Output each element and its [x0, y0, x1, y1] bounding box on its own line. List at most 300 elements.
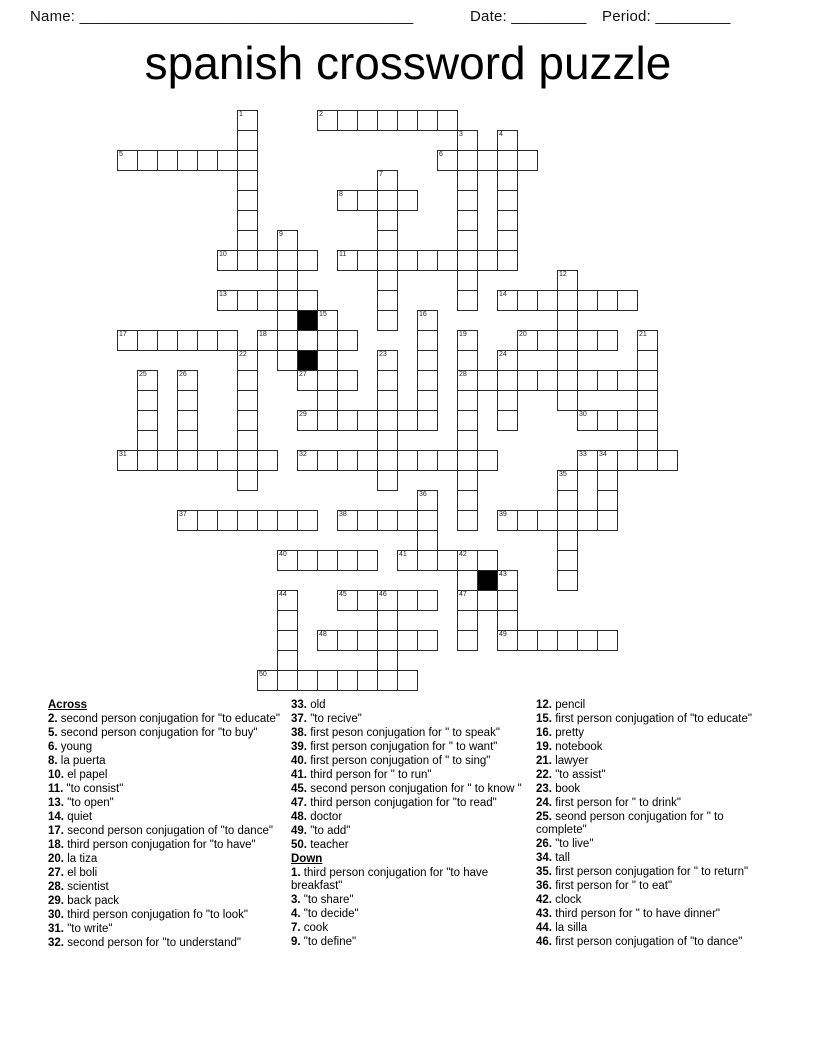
- grid-cell[interactable]: [237, 370, 258, 391]
- grid-cell[interactable]: [497, 610, 518, 631]
- grid-cell[interactable]: [297, 510, 318, 531]
- grid-cell[interactable]: [357, 250, 378, 271]
- grid-cell[interactable]: [557, 370, 578, 391]
- grid-cell[interactable]: [437, 450, 458, 471]
- grid-cell[interactable]: [597, 470, 618, 491]
- grid-cell[interactable]: [237, 470, 258, 491]
- grid-cell[interactable]: [337, 330, 358, 351]
- grid-cell[interactable]: [457, 450, 478, 471]
- grid-cell[interactable]: [357, 510, 378, 531]
- grid-cell[interactable]: [277, 330, 298, 351]
- grid-cell[interactable]: [377, 210, 398, 231]
- grid-cell[interactable]: [457, 590, 478, 611]
- grid-cell[interactable]: [357, 190, 378, 211]
- grid-cell[interactable]: [517, 330, 538, 351]
- clue-item-text: pencil: [552, 699, 586, 711]
- grid-cell[interactable]: [277, 670, 298, 691]
- grid-cell[interactable]: [517, 290, 538, 311]
- grid-cell[interactable]: [457, 270, 478, 291]
- clue-item-text: tall: [552, 852, 570, 864]
- grid-cell[interactable]: [317, 330, 338, 351]
- grid-cell[interactable]: [177, 510, 198, 531]
- grid-cell[interactable]: [117, 450, 138, 471]
- grid-cell[interactable]: [417, 630, 438, 651]
- grid-cell[interactable]: [417, 450, 438, 471]
- clue-item-number: 3.: [291, 894, 301, 906]
- grid-cell[interactable]: [457, 490, 478, 511]
- grid-cell[interactable]: [557, 470, 578, 491]
- grid-cell[interactable]: [517, 150, 538, 171]
- grid-cell[interactable]: [557, 290, 578, 311]
- grid-cell[interactable]: [537, 330, 558, 351]
- grid-cell[interactable]: [557, 510, 578, 531]
- grid-cell[interactable]: [397, 550, 418, 571]
- grid-cell[interactable]: [457, 290, 478, 311]
- clue-item: [291, 894, 529, 907]
- grid-cell[interactable]: [277, 350, 298, 371]
- grid-cell[interactable]: [437, 110, 458, 131]
- grid-cell[interactable]: [237, 390, 258, 411]
- grid-cell[interactable]: [497, 410, 518, 431]
- grid-cell[interactable]: [377, 510, 398, 531]
- grid-cell[interactable]: [557, 350, 578, 371]
- grid-cell[interactable]: [517, 370, 538, 391]
- grid-cell[interactable]: [297, 370, 318, 391]
- grid-cell[interactable]: [577, 630, 598, 651]
- grid-cell[interactable]: [377, 410, 398, 431]
- grid-cell[interactable]: [177, 150, 198, 171]
- grid-cell[interactable]: [157, 330, 178, 351]
- clue-number: 29: [299, 411, 307, 418]
- grid-cell[interactable]: [137, 410, 158, 431]
- grid-cell[interactable]: [277, 590, 298, 611]
- grid-cell[interactable]: [377, 170, 398, 191]
- grid-cell[interactable]: [497, 630, 518, 651]
- grid-cell[interactable]: [397, 190, 418, 211]
- clue-number: 19: [459, 331, 467, 338]
- grid-cell[interactable]: [277, 550, 298, 571]
- grid-cell[interactable]: [237, 170, 258, 191]
- grid-cell[interactable]: [357, 110, 378, 131]
- grid-cell[interactable]: [357, 630, 378, 651]
- grid-cell[interactable]: [317, 390, 338, 411]
- grid-cell[interactable]: [497, 230, 518, 251]
- grid-cell[interactable]: [417, 590, 438, 611]
- clue-item-text: back pack: [64, 895, 119, 907]
- grid-cell[interactable]: [377, 430, 398, 451]
- grid-cell[interactable]: [237, 290, 258, 311]
- grid-cell[interactable]: [457, 610, 478, 631]
- grid-cell[interactable]: [497, 590, 518, 611]
- grid-cell[interactable]: [497, 250, 518, 271]
- grid-cell[interactable]: [577, 510, 598, 531]
- grid-cell[interactable]: [177, 450, 198, 471]
- grid-cell[interactable]: [157, 150, 178, 171]
- grid-cell[interactable]: [117, 150, 138, 171]
- grid-cell[interactable]: [397, 590, 418, 611]
- grid-cell[interactable]: [297, 550, 318, 571]
- clue-item: [536, 922, 776, 935]
- clue-item-text: "to decide": [300, 908, 359, 920]
- grid-cell[interactable]: [337, 250, 358, 271]
- grid-cell[interactable]: [497, 170, 518, 191]
- grid-cell[interactable]: [417, 530, 438, 551]
- grid-cell[interactable]: [557, 330, 578, 351]
- grid-cell[interactable]: [457, 390, 478, 411]
- grid-cell[interactable]: [377, 230, 398, 251]
- grid-cell[interactable]: [377, 350, 398, 371]
- grid-cell[interactable]: [577, 290, 598, 311]
- grid-cell[interactable]: [337, 190, 358, 211]
- grid-cell[interactable]: [297, 250, 318, 271]
- grid-cell[interactable]: [497, 370, 518, 391]
- grid-cell[interactable]: [137, 450, 158, 471]
- grid-cell[interactable]: [417, 370, 438, 391]
- grid-cell[interactable]: [417, 550, 438, 571]
- grid-cell[interactable]: [337, 590, 358, 611]
- grid-cell[interactable]: [617, 450, 638, 471]
- grid-cell[interactable]: [217, 150, 238, 171]
- grid-cell[interactable]: [457, 570, 478, 591]
- grid-cell[interactable]: [217, 450, 238, 471]
- grid-cell[interactable]: [377, 250, 398, 271]
- grid-cell[interactable]: [317, 410, 338, 431]
- grid-cell[interactable]: [337, 370, 358, 391]
- grid-cell[interactable]: [617, 410, 638, 431]
- grid-cell[interactable]: [597, 630, 618, 651]
- grid-cell[interactable]: [137, 150, 158, 171]
- clue-number: 18: [259, 331, 267, 338]
- grid-cell[interactable]: [277, 610, 298, 631]
- grid-cell[interactable]: [237, 510, 258, 531]
- grid-cell[interactable]: [497, 290, 518, 311]
- clue-number: 15: [319, 311, 327, 318]
- clue-number: 39: [499, 511, 507, 518]
- grid-cell[interactable]: [417, 510, 438, 531]
- grid-cell[interactable]: [237, 430, 258, 451]
- grid-cell[interactable]: [117, 330, 138, 351]
- grid-cell[interactable]: [637, 350, 658, 371]
- grid-cell[interactable]: [337, 550, 358, 571]
- grid-cell[interactable]: [257, 250, 278, 271]
- grid-cell[interactable]: [597, 290, 618, 311]
- grid-cell[interactable]: [157, 450, 178, 471]
- grid-cell[interactable]: [457, 330, 478, 351]
- grid-cell[interactable]: [537, 510, 558, 531]
- grid-cell[interactable]: [217, 250, 238, 271]
- grid-cell[interactable]: [557, 550, 578, 571]
- grid-cell[interactable]: [457, 370, 478, 391]
- grid-cell[interactable]: [557, 310, 578, 331]
- clue-item: [291, 811, 529, 824]
- grid-cell[interactable]: [297, 290, 318, 311]
- grid-cell[interactable]: [517, 510, 538, 531]
- clue-item: [536, 936, 776, 949]
- clue-item-text: "to add": [307, 825, 351, 837]
- grid-cell[interactable]: [357, 450, 378, 471]
- grid-cell[interactable]: [377, 190, 398, 211]
- grid-cell[interactable]: [277, 230, 298, 251]
- grid-cell[interactable]: [317, 110, 338, 131]
- grid-cell[interactable]: [237, 350, 258, 371]
- grid-cell[interactable]: [577, 370, 598, 391]
- grid-cell[interactable]: [297, 330, 318, 351]
- grid-cell[interactable]: [377, 310, 398, 331]
- grid-cell[interactable]: [477, 250, 498, 271]
- grid-cell[interactable]: [317, 370, 338, 391]
- grid-cell[interactable]: [637, 450, 658, 471]
- grid-cell[interactable]: [537, 290, 558, 311]
- grid-cell[interactable]: [277, 630, 298, 651]
- grid-cell[interactable]: [317, 550, 338, 571]
- grid-cell[interactable]: [457, 510, 478, 531]
- clue-item-text: old: [307, 699, 326, 711]
- grid-cell[interactable]: [577, 450, 598, 471]
- grid-cell[interactable]: [377, 450, 398, 471]
- grid-cell[interactable]: [617, 290, 638, 311]
- clue-item: [536, 797, 776, 810]
- clue-number: 9: [279, 231, 283, 238]
- grid-cell[interactable]: [637, 390, 658, 411]
- clue-item: [291, 839, 529, 852]
- clue-item: [536, 727, 776, 740]
- grid-cell[interactable]: [317, 450, 338, 471]
- grid-cell[interactable]: [217, 290, 238, 311]
- grid-cell[interactable]: [317, 310, 338, 331]
- grid-cell[interactable]: [557, 630, 578, 651]
- grid-cell[interactable]: [377, 630, 398, 651]
- grid-cell[interactable]: [557, 490, 578, 511]
- grid-cell[interactable]: [437, 150, 458, 171]
- grid-cell[interactable]: [497, 190, 518, 211]
- grid-cell[interactable]: [457, 250, 478, 271]
- grid-cell[interactable]: [337, 630, 358, 651]
- grid-cell[interactable]: [577, 410, 598, 431]
- grid-cell[interactable]: [337, 450, 358, 471]
- grid-cell[interactable]: [377, 650, 398, 671]
- grid-cell[interactable]: [377, 270, 398, 291]
- grid-cell[interactable]: [377, 290, 398, 311]
- grid-cell[interactable]: [257, 510, 278, 531]
- grid-cell[interactable]: [397, 510, 418, 531]
- name-blank-line: ________________________________________: [79, 8, 414, 25]
- grid-cell[interactable]: [257, 330, 278, 351]
- grid-cell[interactable]: [477, 550, 498, 571]
- grid-cell[interactable]: [297, 410, 318, 431]
- grid-cell[interactable]: [137, 370, 158, 391]
- grid-cell[interactable]: [397, 110, 418, 131]
- grid-cell[interactable]: [317, 630, 338, 651]
- grid-cell[interactable]: [637, 410, 658, 431]
- grid-cell[interactable]: [357, 670, 378, 691]
- clue-item-text: first person conjugation for " to want": [307, 741, 498, 753]
- clue-number: 2: [319, 111, 323, 118]
- grid-cell[interactable]: [197, 510, 218, 531]
- grid-cell[interactable]: [637, 330, 658, 351]
- grid-cell[interactable]: [137, 330, 158, 351]
- grid-cell[interactable]: [237, 130, 258, 151]
- grid-cell[interactable]: [577, 330, 598, 351]
- grid-cell[interactable]: [257, 290, 278, 311]
- grid-cell[interactable]: [237, 190, 258, 211]
- grid-cell[interactable]: [557, 390, 578, 411]
- grid-cell[interactable]: [277, 310, 298, 331]
- grid-cell[interactable]: [457, 130, 478, 151]
- grid-cell[interactable]: [377, 110, 398, 131]
- grid-cell[interactable]: [377, 670, 398, 691]
- grid-cell[interactable]: [557, 530, 578, 551]
- grid-cell[interactable]: [277, 250, 298, 271]
- grid-cell[interactable]: [457, 210, 478, 231]
- grid-cell[interactable]: [177, 410, 198, 431]
- grid-cell[interactable]: [277, 290, 298, 311]
- grid-cell[interactable]: [357, 550, 378, 571]
- grid-cell[interactable]: [337, 670, 358, 691]
- clue-item: [536, 769, 776, 782]
- clue-item-text: third person conjugation for "to have breakfast": [291, 867, 489, 892]
- grid-cell[interactable]: [417, 310, 438, 331]
- grid-cell[interactable]: [237, 110, 258, 131]
- grid-cell[interactable]: [637, 370, 658, 391]
- clue-item: [291, 797, 529, 810]
- grid-cell[interactable]: [177, 390, 198, 411]
- clue-item-number: 28.: [48, 881, 64, 893]
- grid-cell[interactable]: [297, 670, 318, 691]
- grid-cell[interactable]: [417, 410, 438, 431]
- grid-cell[interactable]: [457, 190, 478, 211]
- grid-cell[interactable]: [597, 490, 618, 511]
- grid-cell[interactable]: [457, 550, 478, 571]
- grid-cell[interactable]: [657, 450, 678, 471]
- grid-cell[interactable]: [537, 630, 558, 651]
- grid-cell[interactable]: [237, 230, 258, 251]
- grid-cell[interactable]: [597, 330, 618, 351]
- grid-cell[interactable]: [197, 150, 218, 171]
- grid-cell[interactable]: [477, 450, 498, 471]
- grid-cell[interactable]: [417, 390, 438, 411]
- grid-cell[interactable]: [457, 350, 478, 371]
- grid-cell[interactable]: [237, 450, 258, 471]
- clue-item-text: cook: [300, 922, 329, 934]
- grid-cell[interactable]: [397, 250, 418, 271]
- grid-cell[interactable]: [477, 150, 498, 171]
- clue-item-text: second person conjugation for "to buy": [57, 727, 258, 739]
- grid-cell[interactable]: [277, 650, 298, 671]
- grid-cell[interactable]: [237, 150, 258, 171]
- grid-cell[interactable]: [297, 450, 318, 471]
- grid-cell[interactable]: [257, 670, 278, 691]
- grid-cell[interactable]: [257, 450, 278, 471]
- clue-item: [291, 867, 529, 893]
- grid-cell[interactable]: [357, 410, 378, 431]
- grid-cell[interactable]: [417, 330, 438, 351]
- grid-cell[interactable]: [497, 350, 518, 371]
- grid-cell[interactable]: [457, 150, 478, 171]
- grid-cell[interactable]: [177, 430, 198, 451]
- grid-cell[interactable]: [217, 510, 238, 531]
- grid-cell[interactable]: [417, 110, 438, 131]
- grid-cell[interactable]: [457, 630, 478, 651]
- grid-cell[interactable]: [137, 430, 158, 451]
- grid-cell[interactable]: [237, 250, 258, 271]
- clue-item-text: "to consist": [63, 783, 124, 795]
- grid-cell[interactable]: [197, 450, 218, 471]
- clue-item-text: scientist: [64, 881, 109, 893]
- grid-cell[interactable]: [597, 510, 618, 531]
- grid-cell[interactable]: [457, 470, 478, 491]
- grid-cell[interactable]: [237, 410, 258, 431]
- grid-cell[interactable]: [457, 170, 478, 191]
- grid-cell[interactable]: [397, 670, 418, 691]
- grid-cell[interactable]: [237, 210, 258, 231]
- grid-cell[interactable]: [497, 130, 518, 151]
- grid-cell[interactable]: [497, 390, 518, 411]
- grid-cell[interactable]: [537, 370, 558, 391]
- grid-cell[interactable]: [377, 390, 398, 411]
- grid-cell[interactable]: [477, 590, 498, 611]
- grid-cell[interactable]: [177, 330, 198, 351]
- clue-number: 6: [439, 151, 443, 158]
- grid-cell[interactable]: [397, 630, 418, 651]
- grid-cell[interactable]: [557, 270, 578, 291]
- grid-cell[interactable]: [437, 250, 458, 271]
- grid-cell[interactable]: [337, 410, 358, 431]
- grid-cell[interactable]: [417, 250, 438, 271]
- grid-cell[interactable]: [417, 490, 438, 511]
- grid-cell[interactable]: [477, 370, 498, 391]
- grid-cell[interactable]: [337, 110, 358, 131]
- grid-cell[interactable]: [377, 610, 398, 631]
- grid-cell[interactable]: [457, 230, 478, 251]
- grid-cell[interactable]: [217, 330, 238, 351]
- grid-cell[interactable]: [497, 510, 518, 531]
- grid-cell[interactable]: [597, 450, 618, 471]
- clue-item: [291, 922, 529, 935]
- grid-cell[interactable]: [277, 270, 298, 291]
- grid-cell[interactable]: [357, 590, 378, 611]
- grid-cell[interactable]: [397, 410, 418, 431]
- grid-cell[interactable]: [597, 410, 618, 431]
- clue-item: [48, 881, 295, 894]
- grid-cell[interactable]: [137, 390, 158, 411]
- grid-cell[interactable]: [597, 370, 618, 391]
- grid-cell[interactable]: [177, 370, 198, 391]
- grid-cell[interactable]: [557, 570, 578, 591]
- grid-cell[interactable]: [317, 350, 338, 371]
- clue-number: 35: [559, 471, 567, 478]
- grid-cell[interactable]: [377, 590, 398, 611]
- grid-cell[interactable]: [377, 470, 398, 491]
- grid-cell[interactable]: [377, 370, 398, 391]
- grid-cell[interactable]: [517, 630, 538, 651]
- grid-cell[interactable]: [497, 150, 518, 171]
- grid-cell[interactable]: [637, 430, 658, 451]
- grid-cell[interactable]: [457, 430, 478, 451]
- grid-cell[interactable]: [437, 550, 458, 571]
- grid-cell[interactable]: [417, 350, 438, 371]
- grid-cell[interactable]: [397, 450, 418, 471]
- clue-item-text: third person conjugation for "to read": [307, 797, 497, 809]
- clue-item-number: 39.: [291, 741, 307, 753]
- grid-cell[interactable]: [497, 210, 518, 231]
- grid-cell[interactable]: [617, 370, 638, 391]
- grid-cell[interactable]: [197, 330, 218, 351]
- grid-cell[interactable]: [337, 510, 358, 531]
- grid-cell[interactable]: [277, 510, 298, 531]
- grid-cell[interactable]: [497, 570, 518, 591]
- grid-cell[interactable]: [457, 410, 478, 431]
- grid-cell[interactable]: [317, 670, 338, 691]
